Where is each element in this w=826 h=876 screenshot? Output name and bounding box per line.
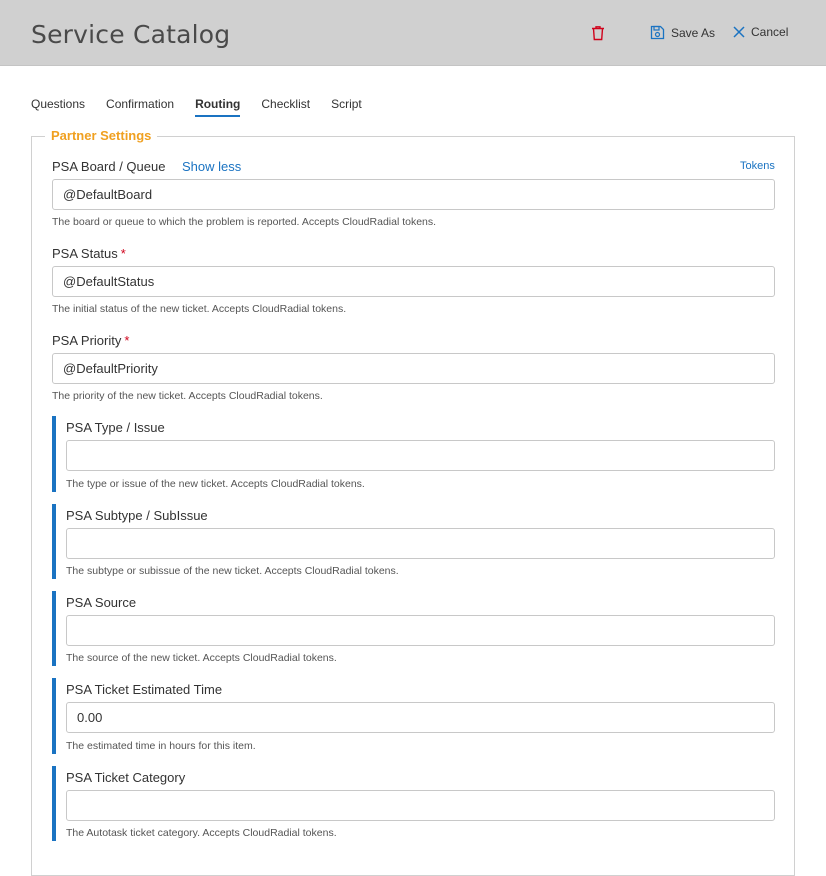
required-marker: * <box>124 333 130 348</box>
tokens-link[interactable]: Tokens <box>740 160 775 172</box>
show-less-link[interactable]: Show less <box>182 159 242 174</box>
tab-script[interactable]: Script <box>331 97 362 111</box>
type-label: PSA Type / Issue <box>66 420 165 435</box>
save-as-label: Save As <box>671 25 716 40</box>
dialog-header <box>0 0 826 66</box>
board-help: The board or queue to which the problem is reported. Accepts CloudRadial tokens. <box>52 216 437 228</box>
priority-input[interactable]: @DefaultPriority <box>52 353 775 384</box>
cancel-label: Cancel <box>751 25 789 39</box>
indent-bar <box>52 504 56 579</box>
trash-icon <box>591 25 605 41</box>
status-input[interactable]: @DefaultStatus <box>52 266 775 297</box>
cancel-button[interactable] <box>733 25 788 39</box>
type-help: The type or issue of the new ticket. Accepts CloudRadial tokens. <box>66 478 365 490</box>
source-input[interactable] <box>66 615 775 646</box>
tab-checklist[interactable]: Checklist <box>261 97 311 111</box>
estimated-time-label: PSA Ticket Estimated Time <box>66 682 223 697</box>
category-help: The Autotask ticket category. Accepts CloudRadial tokens. <box>66 827 337 839</box>
priority-label-group <box>52 333 129 348</box>
priority-help: The priority of the new ticket. Accepts CloudRadial tokens. <box>52 390 323 402</box>
close-icon <box>733 26 745 38</box>
indent-bar <box>52 591 56 666</box>
tab-routing[interactable]: Routing <box>195 97 240 117</box>
status-label: PSA Status <box>52 246 118 261</box>
tab-bar <box>31 97 383 117</box>
source-label: PSA Source <box>66 595 137 610</box>
subtype-help: The subtype or subissue of the new ticket. Accepts CloudRadial tokens. <box>66 565 399 577</box>
source-help: The source of the new ticket. Accepts CloudRadial tokens. <box>66 652 337 664</box>
estimated-time-help: The estimated time in hours for this item. <box>66 740 256 752</box>
partner-settings-fieldset <box>31 136 795 876</box>
save-icon <box>650 25 665 40</box>
priority-label: PSA Priority <box>52 333 122 348</box>
indent-bar <box>52 766 56 841</box>
subtype-label: PSA Subtype / SubIssue <box>66 508 208 523</box>
indent-bar <box>52 678 56 754</box>
delete-button[interactable] <box>591 25 605 41</box>
estimated-time-input[interactable]: 0.00 <box>66 702 775 733</box>
dialog-title: Service Catalog <box>31 20 231 49</box>
status-label-group <box>52 246 126 261</box>
type-input[interactable] <box>66 440 775 471</box>
subtype-input[interactable] <box>66 528 775 559</box>
category-input[interactable] <box>66 790 775 821</box>
section-title: Partner Settings <box>45 128 157 143</box>
status-help: The initial status of the new ticket. Accepts CloudRadial tokens. <box>52 303 347 315</box>
board-label: PSA Board / Queue <box>52 159 166 174</box>
required-marker: * <box>120 246 126 261</box>
category-label: PSA Ticket Category <box>66 770 186 785</box>
tab-confirmation[interactable]: Confirmation <box>106 97 175 111</box>
indent-bar <box>52 416 56 492</box>
tab-questions[interactable]: Questions <box>31 97 86 111</box>
board-input[interactable]: @DefaultBoard <box>52 179 775 210</box>
save-as-button[interactable] <box>650 25 715 40</box>
